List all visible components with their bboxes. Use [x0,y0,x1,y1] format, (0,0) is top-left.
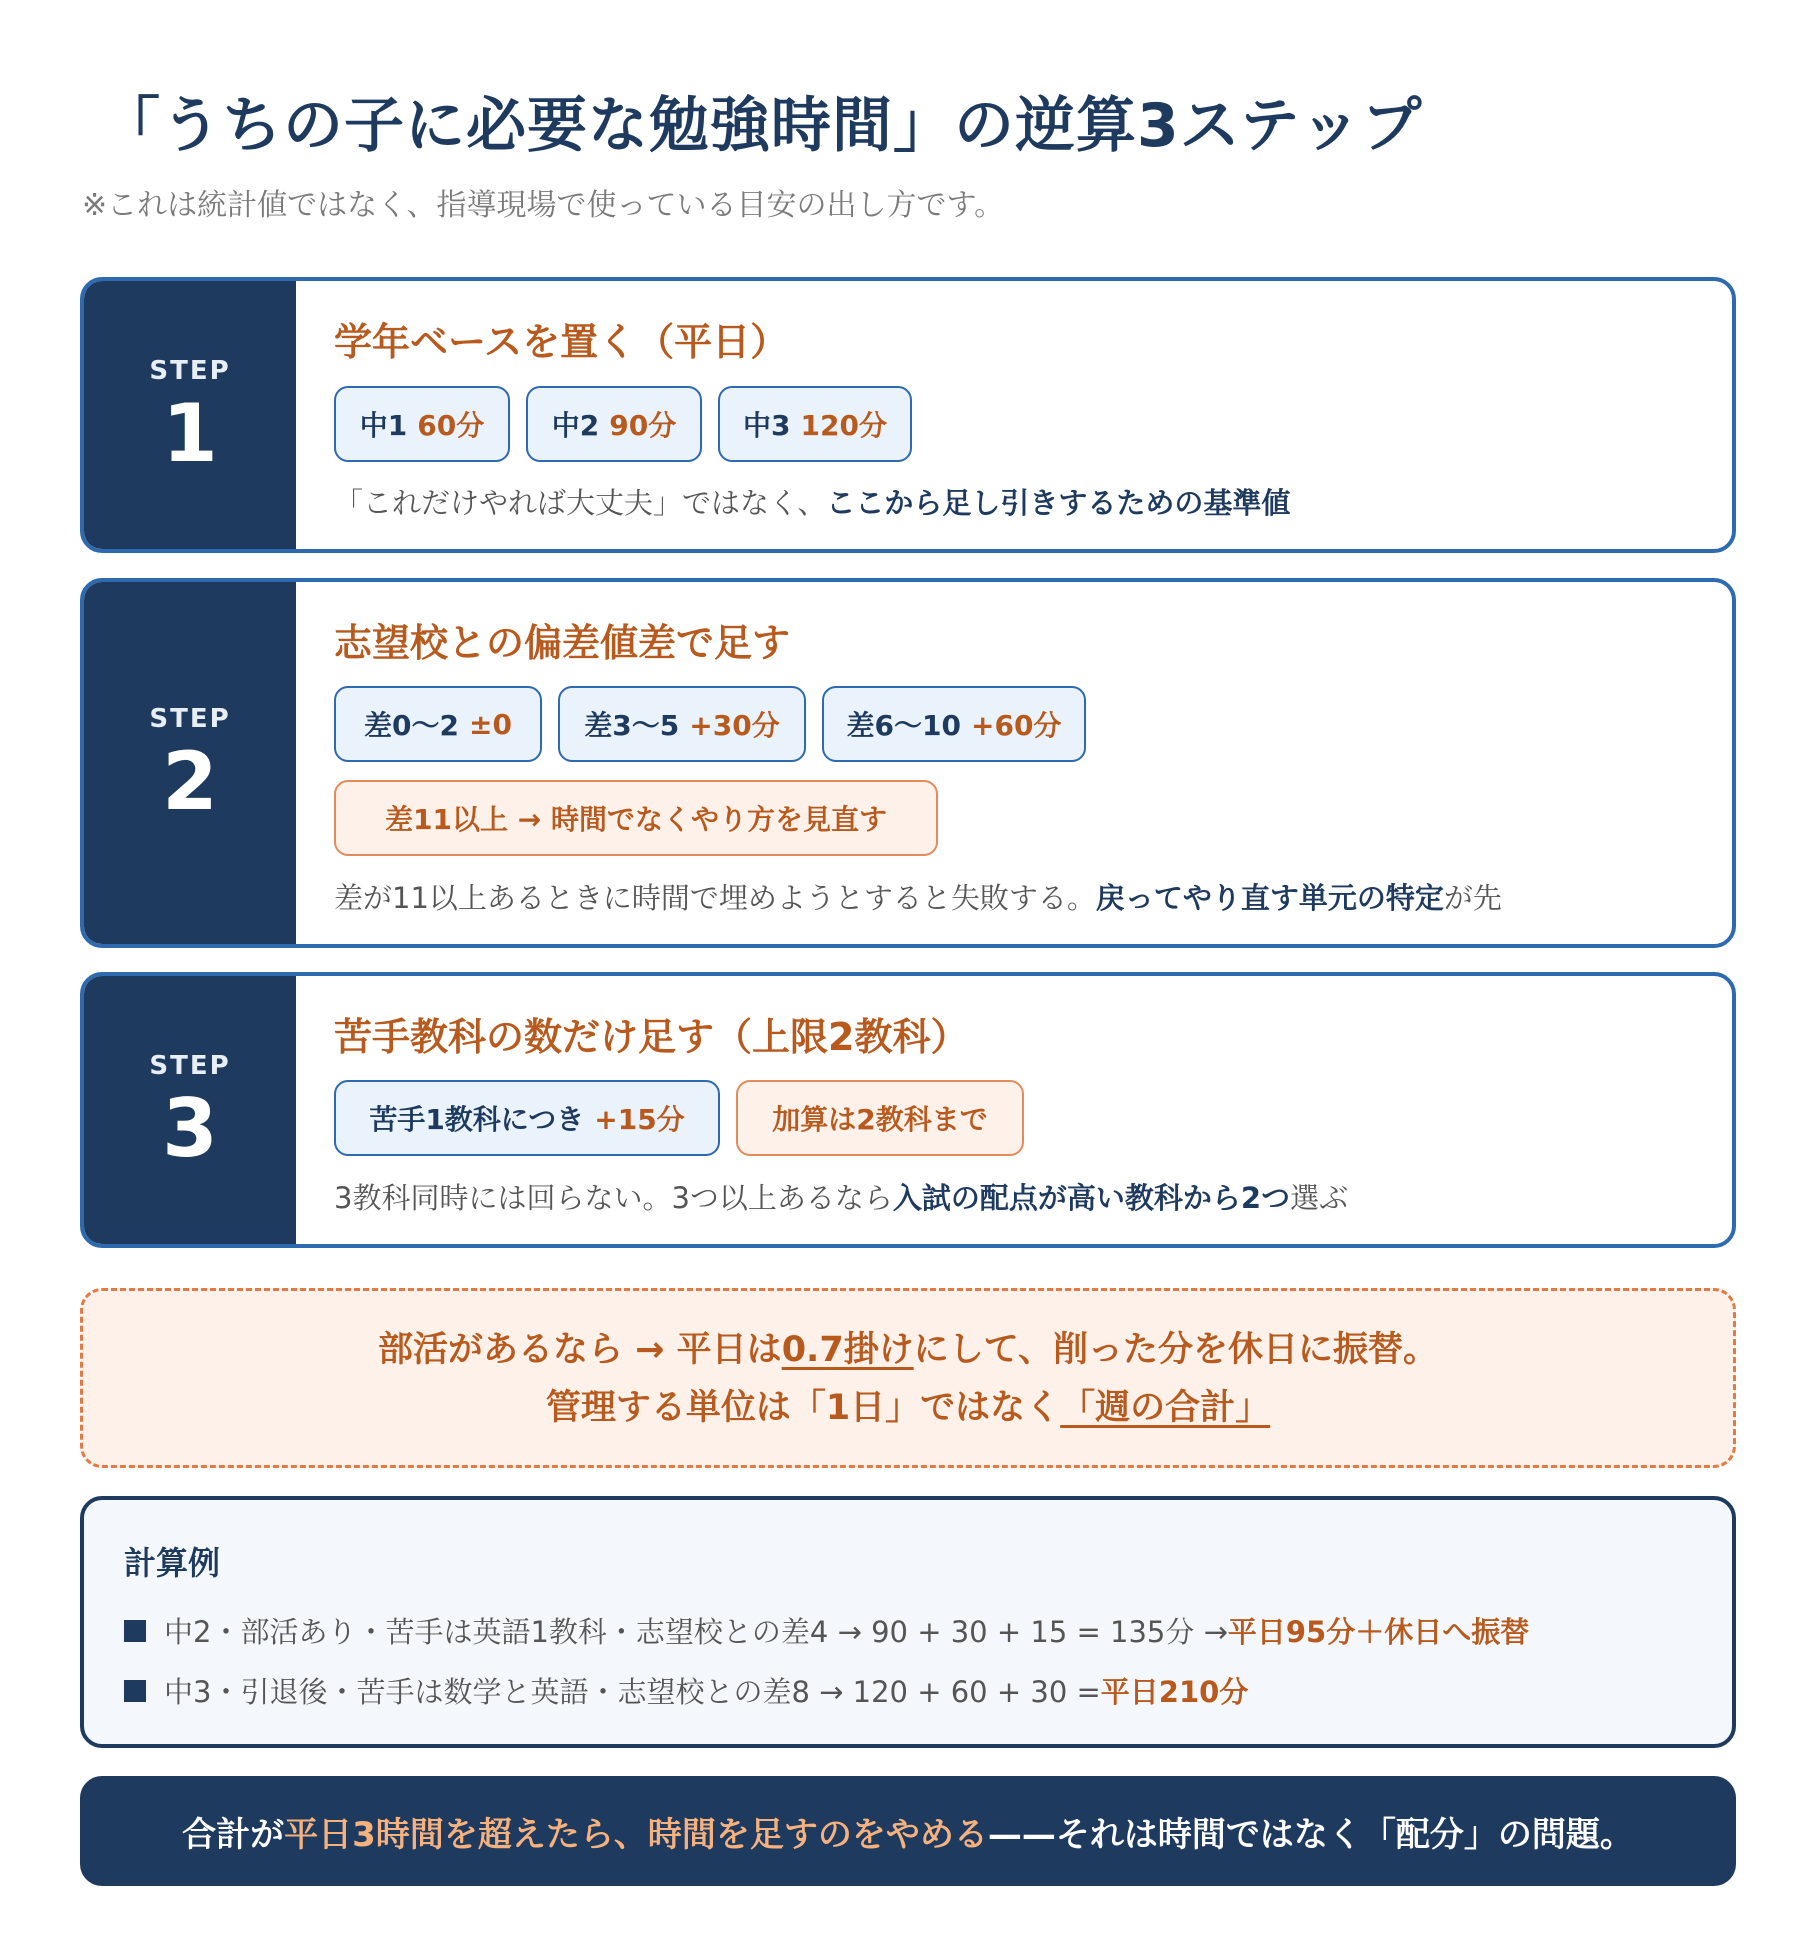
step-label: STEP [149,1051,231,1081]
example-row-1 [124,1610,1529,1651]
chip-value: +60分 [971,709,1062,742]
step-3-card [80,972,1736,1248]
example-result: 平日210分 [1100,1675,1249,1709]
chip-value: 90分 [609,409,677,442]
step-2-note [334,876,1502,917]
page-subtitle: ※これは統計値ではなく、指導現場で使っている目安の出し方です。 [82,188,1005,223]
example-result: 平日95分＋休日へ振替 [1227,1615,1530,1649]
step-3-note [334,1176,1348,1217]
gap-chip-3 [822,686,1086,762]
note-text: 「これだけやれば大丈夫」ではなく、 [334,486,827,520]
note-emphasis: 戻ってやり直す単元の特定 [1095,881,1444,915]
bullet-square-icon [124,1620,146,1642]
gap-chip-1 [334,686,542,762]
weak-limit-chip: 加算は2教科まで [736,1080,1024,1156]
step-number: 2 [162,735,218,828]
chip-label: 中2 [551,409,600,442]
step-2-heading: 志望校との偏差値差で足す [334,621,791,665]
example-text: 中3・引退後・苦手は数学と英語・志望校との差8 → 120 + 60 + 30 = [164,1675,1101,1709]
note-tail: が先 [1443,881,1502,915]
gap-warning-chip: 差11以上 → 時間でなくやり方を見直す [334,780,938,856]
chip-label: 差0〜2 [364,709,459,742]
footer-text: ——それは時間ではなく「配分」の問題。 [987,1814,1634,1855]
grade-chip-1 [334,386,510,462]
callout-underline: 0.7掛け [781,1330,914,1370]
gap-chip-2 [558,686,806,762]
callout-line-1 [83,1321,1733,1379]
chip-value: 120分 [800,409,887,442]
note-tail: 選ぶ [1290,1181,1349,1215]
footer-highlight: 平日3時間を超えたら、時間を足すのをやめる [284,1814,988,1855]
chip-label: 苦手1教科につき [369,1103,585,1136]
grade-chip-2 [526,386,702,462]
club-activity-callout [80,1288,1736,1468]
step-label: STEP [149,704,231,734]
footer-banner [80,1776,1736,1886]
example-text: 中2・部活あり・苦手は英語1教科・志望校との差4 → 90 + 30 + 15 = 135分 → [164,1615,1228,1649]
chip-value: +15分 [594,1103,685,1136]
note-emphasis: 入試の配点が高い教科から2つ [892,1181,1291,1215]
chip-label: 差3〜5 [584,709,680,742]
weak-subject-chip [334,1080,720,1156]
callout-text: 部活があるなら → 平日は [377,1330,782,1370]
step-1-note [334,481,1290,522]
callout-text: にして、削った分を休日に振替。 [913,1330,1439,1370]
step-2-card [80,578,1736,948]
callout-line-2 [83,1379,1733,1437]
chip-value: 60分 [417,409,485,442]
callout-text: 管理する単位は「1日」ではなく [545,1388,1061,1428]
step-number: 3 [162,1082,218,1175]
example-title: 計算例 [124,1544,221,1582]
step-1-badge [84,281,296,549]
example-row-2 [124,1670,1248,1711]
bullet-square-icon [124,1680,146,1702]
step-3-heading: 苦手教科の数だけ足す（上限2教科） [334,1015,969,1059]
calculation-example [80,1496,1736,1748]
chip-label: 中3 [743,409,791,442]
note-text: 差が11以上あるときに時間で埋めようとすると失敗する。 [334,881,1096,915]
footer-text: 合計が [182,1814,285,1855]
chip-label: 中1 [359,409,408,442]
callout-underline: 「週の合計」 [1060,1388,1271,1428]
chip-value: ±0 [469,707,512,741]
step-label: STEP [149,356,231,386]
step-2-badge [84,582,296,944]
step-number: 1 [162,387,218,480]
note-emphasis: ここから足し引きするための基準値 [826,486,1291,520]
step-1-card [80,277,1736,553]
step-1-heading: 学年ベースを置く（平日） [334,320,789,364]
chip-value: +30分 [689,709,780,742]
note-text: 3教科同時には回らない。3つ以上あるなら [334,1181,893,1215]
chip-label: 差6〜10 [846,709,961,742]
page-title: 「うちの子に必要な勉強時間」の逆算3ステップ [100,91,1423,161]
grade-chip-3 [718,386,912,462]
step-3-badge [84,976,296,1244]
